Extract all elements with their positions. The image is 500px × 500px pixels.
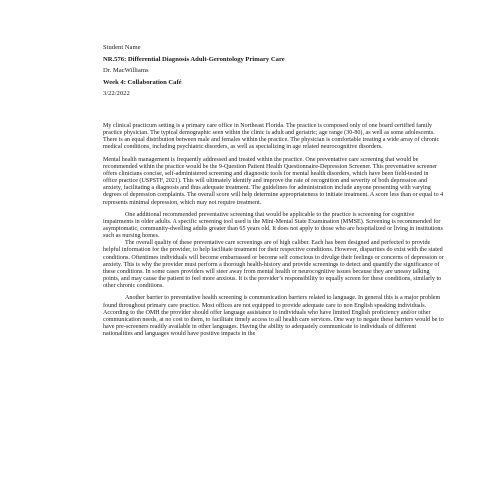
paragraph-practice-setting: My clinical practicum setting is a primary care office in Northeast Florida. The practice is composed only of one board certified family practice physician. The typical demographic seen within the clinic is adult and geriatric; age range (30-80), as well as some adolescents. There is an equal distribution between male and females within the practice. The physician is comfortable treating a wide array of chronic medical conditions, including psychiatric disorders, as well as specializing in age related neurocognitive disorders.: [103, 122, 440, 151]
document-body: [103, 123, 444, 338]
course-title: NR.576: Differential Diagnosis Adult-Gerontology Primary Care: [103, 55, 285, 63]
instructor-name: Dr. MacWilliams: [103, 67, 149, 75]
paragraph-quality-disparities: The overall quality of these preventative care screenings are of high caliber. Each has been designed and perfected to provide helpful information for the provider, to help facilitate treatment for their respective conditions. However, disparities do exist with the stated conditions. Oftentimes individuals will become embarrassed or become self conscious to divulge their feelings or concerns of depression or anxiety. This is why the provider must perform a thorough health-history and provide screenings to detect and quantify the significance of these conditions. In some cases providers will steer away from mental health or neurocognitive issues because they are uneasy talking points, and may cause the patient to feel more anxious. It is the provider’s responsibility to equally screen for these conditions, similarly to other chronic conditions.: [103, 240, 444, 290]
document-header: [103, 44, 444, 102]
paragraph-language-barriers: Another barrier to preventative health screening is communication barriers related to language. In general this is a major problem found throughout primary care practice. Most offices are not equipped to provide adequate care to non English speaking individuals. According to the OMH the provider should offer language assistance to individuals who have limited English proficiency and/or other communication needs, at no cost to them, to facilitate timely access to all health care services. One way to negate these barriers would be to have pre-screeners readily available in other languages. Having the ability to adequately communicate to individuals of different nationalities and languages would have positive impacts in the: [103, 295, 444, 338]
student-name: Student Name: [103, 44, 141, 51]
paragraph-cognitive-screening: One additional recommended preventative screening that would be applicable to the practice is screening for cognitive impairments in older adults. A specific screening tool used is the Mini-Mental State Examination (MMSE). Screening is recommended for asymptomatic, community-dwelling adults greater than 65 years old. It does not apply to those who are hospitalized or living in institutions such as nursing homes.: [103, 211, 443, 240]
submission-date: 3/22/2022: [103, 90, 130, 98]
assignment-title: Week 4: Collaboration Café: [103, 78, 182, 86]
paragraph-mental-health: Mental health management is frequently addressed and treated within the practice. One preventative care screening that would be recommended within the practice would be the 9-Question Patient Health Questionnaire-Depression Screener. This preventative screener offers clinicians concise, self-administered screening and diagnostic tools for mental health disorders, which have been field-tested in office practice (USPSTF, 2021). This will ultimately identify and improve the rate of recognition and severity of both depression and anxiety, facilitating a diagnosis and thus adequate treatment. The guidelines for administration include anyone presenting with varying degrees of depression complaints. The overall score will help determine appropriateness to initiate treatment. A score less than or equal to 4 represents minimal depression, which may not require treatment.: [103, 156, 444, 206]
